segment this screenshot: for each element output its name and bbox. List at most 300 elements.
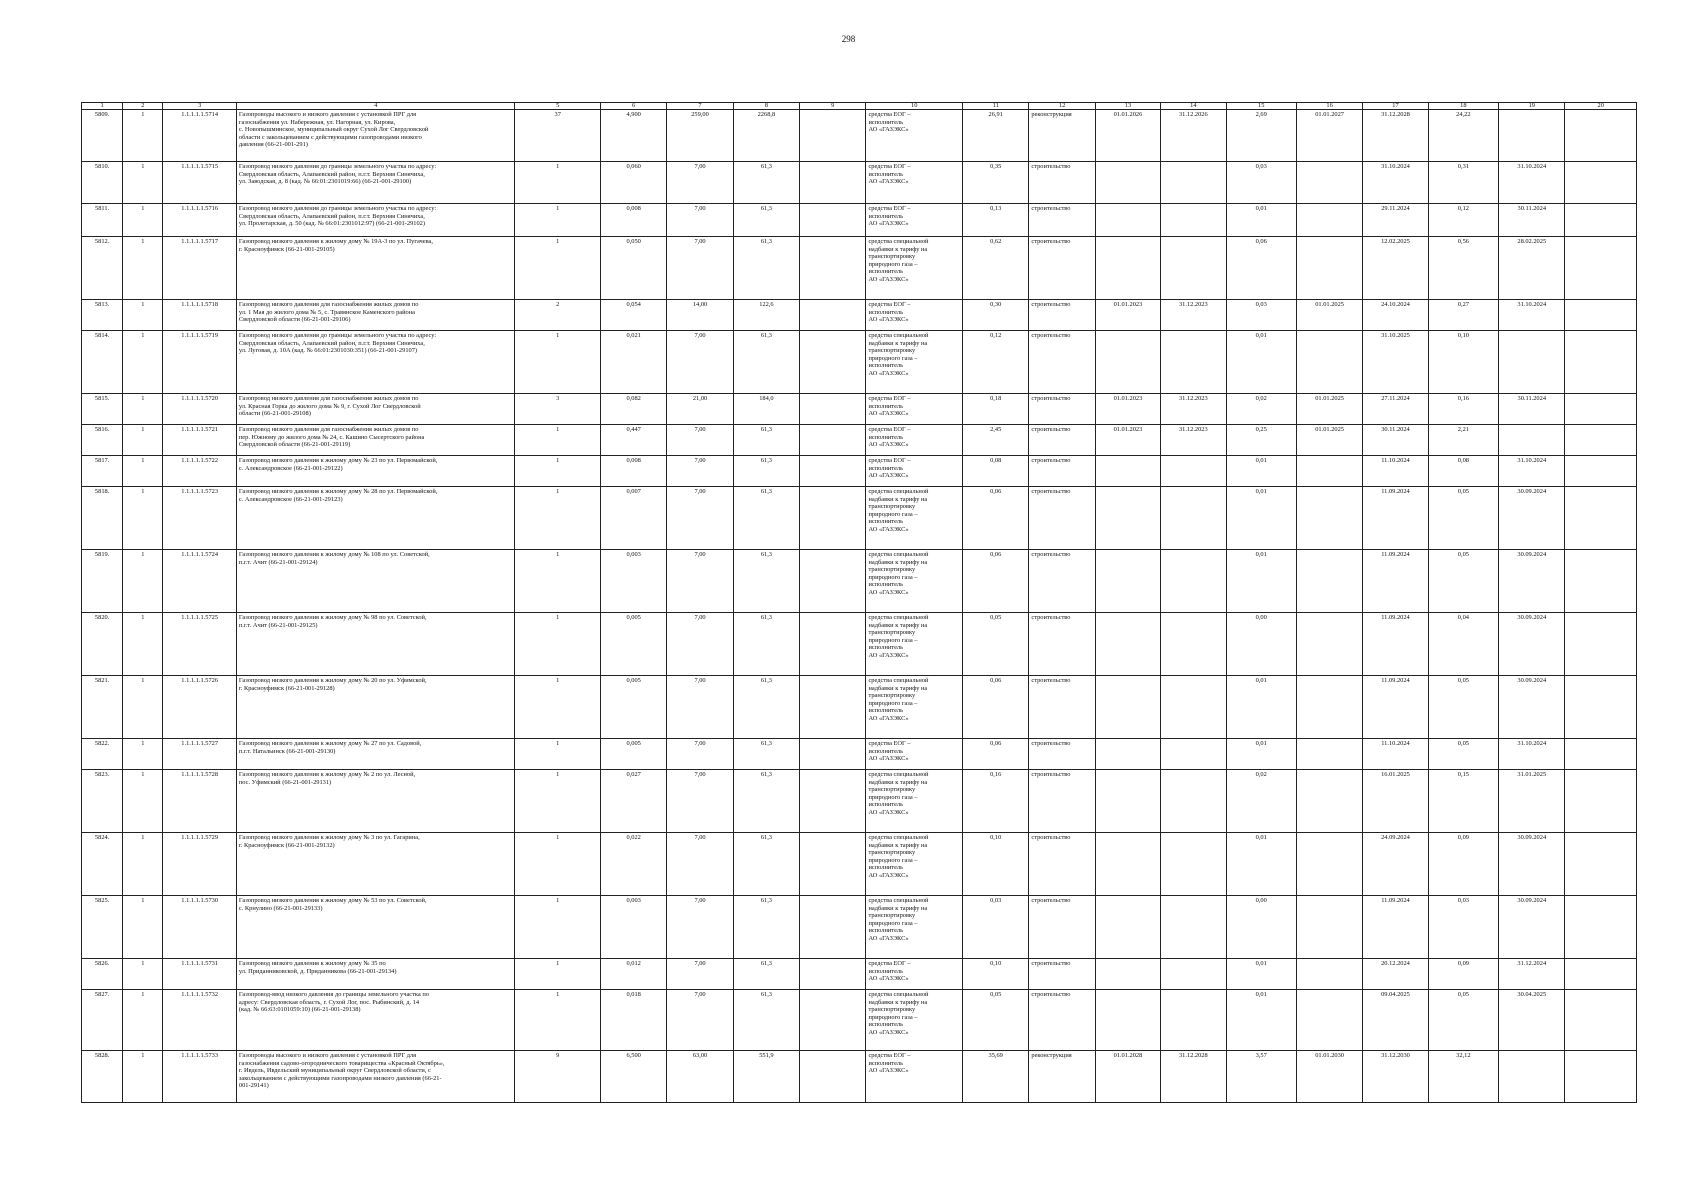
- table-cell: 11.10.2024: [1363, 739, 1428, 770]
- table-cell: 1: [123, 204, 163, 237]
- table-cell: [800, 676, 866, 739]
- table-row: [82, 739, 1637, 770]
- table-cell: 0,06: [963, 487, 1029, 550]
- table-cell: Газопроводы высокого и низкого давления с установкой ПРГ для газоснабжения садово-огороднического товарищества «Красный Октябрь», г. Ивдель, Ивдельский муниципальный округ Свердловской области, с закольцеванием с действующими газопроводами низкого давления (66-21- 001-29141): [236, 1051, 515, 1103]
- table-cell: 14,00: [667, 300, 733, 331]
- table-cell: 24.10.2024: [1363, 300, 1428, 331]
- table-cell: [1565, 237, 1637, 300]
- investment-program-table: [81, 102, 1637, 1103]
- table-cell: [1296, 990, 1362, 1051]
- table-cell: 26,91: [963, 110, 1029, 162]
- table-cell: [1296, 162, 1362, 204]
- table-cell: [1565, 833, 1637, 896]
- table-cell: 0,05: [963, 990, 1029, 1051]
- table-cell: 0,06: [963, 550, 1029, 613]
- column-number-cell: 17: [1363, 103, 1428, 110]
- table-cell: 01.01.2025: [1296, 394, 1362, 425]
- column-number-cell: 6: [600, 103, 666, 110]
- table-cell: [800, 110, 866, 162]
- table-cell: [1565, 739, 1637, 770]
- table-cell: [1095, 739, 1160, 770]
- table-cell: Газопровод низкого давления к жилому дому № 35 по ул. Приданниковской, д. Приданникова (66-21-001-29134): [236, 959, 515, 990]
- table-cell: 0,05: [1428, 550, 1498, 613]
- table-cell: 1: [515, 456, 600, 487]
- table-cell: 0,56: [1428, 237, 1498, 300]
- table-cell: 0,008: [600, 456, 666, 487]
- column-number-cell: 1: [82, 103, 123, 110]
- table-cell: 0,05: [1428, 487, 1498, 550]
- table-cell: средства ЕОГ – исполнитель АО «ГАЗЭКС»: [866, 300, 963, 331]
- table-row: [82, 550, 1637, 613]
- table-cell: 63,00: [667, 1051, 733, 1103]
- table-cell: 0,003: [600, 896, 666, 959]
- table-cell: строительство: [1029, 300, 1095, 331]
- table-cell: 21,00: [667, 394, 733, 425]
- table-cell: 31.10.2024: [1499, 300, 1565, 331]
- table-cell: 1.1.1.1.1.5726: [163, 676, 236, 739]
- table-cell: 0,06: [1226, 237, 1296, 300]
- table-cell: реконструкция: [1029, 110, 1095, 162]
- table-cell: 1: [123, 110, 163, 162]
- table-cell: 1: [515, 896, 600, 959]
- table-cell: 01.01.2025: [1296, 425, 1362, 456]
- table-cell: 1.1.1.1.1.5729: [163, 833, 236, 896]
- table-cell: [1095, 770, 1160, 833]
- table-cell: [1095, 204, 1160, 237]
- table-cell: [1565, 1051, 1637, 1103]
- table-cell: 7,00: [667, 204, 733, 237]
- table-cell: [1565, 896, 1637, 959]
- table-cell: 1.1.1.1.1.5727: [163, 739, 236, 770]
- column-number-cell: 15: [1226, 103, 1296, 110]
- table-cell: [1296, 613, 1362, 676]
- table-cell: средства специальной надбавки к тарифу на транспортировку природного газа – исполнитель АО «ГАЗЭКС»: [866, 613, 963, 676]
- column-number-cell: 16: [1296, 103, 1362, 110]
- table-cell: 0,03: [1428, 896, 1498, 959]
- table-cell: 2,21: [1428, 425, 1498, 456]
- table-cell: 0,62: [963, 237, 1029, 300]
- table-cell: 7,00: [667, 676, 733, 739]
- table-cell: 0,003: [600, 550, 666, 613]
- table-cell: строительство: [1029, 425, 1095, 456]
- table-cell: 0,082: [600, 394, 666, 425]
- table-cell: 0,021: [600, 331, 666, 394]
- table-cell: [1565, 204, 1637, 237]
- table-cell: [800, 896, 866, 959]
- table-cell: 61,3: [733, 204, 799, 237]
- table-cell: 37: [515, 110, 600, 162]
- table-cell: 0,10: [963, 833, 1029, 896]
- table-cell: [1095, 959, 1160, 990]
- table-cell: 0,09: [1428, 959, 1498, 990]
- table-cell: [1565, 676, 1637, 739]
- table-row: [82, 896, 1637, 959]
- table-cell: 1.1.1.1.1.5722: [163, 456, 236, 487]
- table-cell: [1296, 237, 1362, 300]
- table-cell: 5827.: [82, 990, 123, 1051]
- table-cell: 30.11.2024: [1499, 204, 1565, 237]
- table-cell: средства специальной надбавки к тарифу на транспортировку природного газа – исполнитель АО «ГАЗЭКС»: [866, 896, 963, 959]
- table-cell: 30.09.2024: [1499, 613, 1565, 676]
- table-cell: [1296, 331, 1362, 394]
- table-cell: 61,3: [733, 739, 799, 770]
- page-number: 298: [841, 34, 856, 44]
- table-cell: 31.12.2024: [1499, 959, 1565, 990]
- table-cell: 5810.: [82, 162, 123, 204]
- table-cell: 1: [123, 331, 163, 394]
- table-row: [82, 676, 1637, 739]
- table-cell: [1161, 676, 1226, 739]
- table-cell: 0,08: [1428, 456, 1498, 487]
- table-cell: 7,00: [667, 237, 733, 300]
- table-cell: 1: [515, 613, 600, 676]
- table-cell: строительство: [1029, 770, 1095, 833]
- table-cell: [1161, 550, 1226, 613]
- table-cell: 1.1.1.1.1.5733: [163, 1051, 236, 1103]
- table-cell: 0,008: [600, 204, 666, 237]
- table-cell: 1.1.1.1.1.5720: [163, 394, 236, 425]
- table-row: [82, 770, 1637, 833]
- table-cell: 5809.: [82, 110, 123, 162]
- table-cell: 1: [515, 550, 600, 613]
- table-cell: 24,22: [1428, 110, 1498, 162]
- table-cell: 1.1.1.1.1.5716: [163, 204, 236, 237]
- table-cell: 4,900: [600, 110, 666, 162]
- table-cell: 7,00: [667, 456, 733, 487]
- table-cell: [800, 300, 866, 331]
- table-cell: 1: [515, 487, 600, 550]
- table-cell: 0,012: [600, 959, 666, 990]
- table-cell: Газопровод низкого давления к жилому дому № 98 по ул. Советской, п.г.т. Ачит (66-21-001-29125): [236, 613, 515, 676]
- table-cell: строительство: [1029, 833, 1095, 896]
- table-cell: 1: [123, 1051, 163, 1103]
- table-cell: 1: [515, 990, 600, 1051]
- table-cell: 12.02.2025: [1363, 237, 1428, 300]
- table-cell: [800, 456, 866, 487]
- table-cell: 0,01: [1226, 456, 1296, 487]
- table-cell: средства специальной надбавки к тарифу на транспортировку природного газа – исполнитель АО «ГАЗЭКС»: [866, 331, 963, 394]
- table-cell: [1565, 331, 1637, 394]
- table-cell: 1: [123, 394, 163, 425]
- table-cell: 0,05: [963, 613, 1029, 676]
- table-cell: 31.10.2024: [1363, 162, 1428, 204]
- table-cell: Газопровод низкого давления до границы земельного участка по адресу: Свердловская область, Алапаевский район, п.г.т. Верхняя Синячиха, ул. Заводская, д. 8 (кад. № 66:01:2301019:66) (66-21-001-29100): [236, 162, 515, 204]
- table-cell: 61,3: [733, 990, 799, 1051]
- table-cell: 0,02: [1226, 394, 1296, 425]
- table-cell: 1.1.1.1.1.5725: [163, 613, 236, 676]
- table-cell: 0,05: [1428, 739, 1498, 770]
- table-cell: [1565, 959, 1637, 990]
- table-cell: [1095, 833, 1160, 896]
- table-cell: 0,01: [1226, 959, 1296, 990]
- table-cell: 1: [515, 162, 600, 204]
- table-cell: 7,00: [667, 959, 733, 990]
- table-cell: строительство: [1029, 613, 1095, 676]
- table-cell: 0,05: [1428, 990, 1498, 1051]
- table-cell: Газопровод низкого давления к жилому дому № 53 по ул. Советской, с. Крнулино (66-21-001-29133): [236, 896, 515, 959]
- table-cell: 01.01.2023: [1095, 300, 1160, 331]
- table-cell: [1161, 487, 1226, 550]
- table-cell: 5825.: [82, 896, 123, 959]
- table-cell: 0,01: [1226, 487, 1296, 550]
- table-cell: [1296, 456, 1362, 487]
- table-cell: Газопровод низкого давления к жилому дому № 27 по ул. Садовой, п.г.т. Натальинск (66-21-001-29130): [236, 739, 515, 770]
- table-cell: [1296, 959, 1362, 990]
- table-cell: 0,31: [1428, 162, 1498, 204]
- table-cell: 31.12.2023: [1161, 300, 1226, 331]
- table-cell: [1095, 613, 1160, 676]
- column-number-cell: 19: [1499, 103, 1565, 110]
- table-cell: [800, 959, 866, 990]
- table-row: [82, 1051, 1637, 1103]
- table-cell: 1.1.1.1.1.5719: [163, 331, 236, 394]
- table-cell: 1: [123, 300, 163, 331]
- table-cell: 31.12.2026: [1161, 110, 1226, 162]
- table-cell: 0,25: [1226, 425, 1296, 456]
- table-cell: 31.10.2025: [1363, 331, 1428, 394]
- table-row: [82, 456, 1637, 487]
- table-cell: 2,45: [963, 425, 1029, 456]
- table-cell: строительство: [1029, 204, 1095, 237]
- table-cell: 1.1.1.1.1.5721: [163, 425, 236, 456]
- table-cell: средства ЕОГ – исполнитель АО «ГАЗЭКС»: [866, 739, 963, 770]
- table-cell: 1: [123, 739, 163, 770]
- table-cell: 27.11.2024: [1363, 394, 1428, 425]
- table-cell: [1095, 237, 1160, 300]
- table-cell: [1161, 204, 1226, 237]
- table-cell: 0,022: [600, 833, 666, 896]
- table-cell: 30.09.2024: [1499, 676, 1565, 739]
- column-number-cell: 18: [1428, 103, 1498, 110]
- table-cell: средства ЕОГ – исполнитель АО «ГАЗЭКС»: [866, 162, 963, 204]
- table-cell: 5813.: [82, 300, 123, 331]
- table-cell: 5828.: [82, 1051, 123, 1103]
- table-cell: 5815.: [82, 394, 123, 425]
- table-cell: 0,01: [1226, 331, 1296, 394]
- table-cell: 0,027: [600, 770, 666, 833]
- column-number-cell: 13: [1095, 103, 1160, 110]
- table-cell: 01.01.2023: [1095, 425, 1160, 456]
- table-cell: [800, 1051, 866, 1103]
- table-cell: 5812.: [82, 237, 123, 300]
- table-cell: 5811.: [82, 204, 123, 237]
- table-cell: [1095, 456, 1160, 487]
- table-cell: [1296, 550, 1362, 613]
- table-cell: 0,13: [963, 204, 1029, 237]
- table-cell: 61,3: [733, 613, 799, 676]
- table-cell: [800, 550, 866, 613]
- table-cell: 1: [123, 550, 163, 613]
- table-cell: 0,18: [963, 394, 1029, 425]
- table-cell: 1: [123, 833, 163, 896]
- table-cell: [1296, 487, 1362, 550]
- table-cell: [800, 331, 866, 394]
- table-cell: 0,01: [1226, 990, 1296, 1051]
- table-cell: 0,09: [1428, 833, 1498, 896]
- table-cell: 1: [515, 237, 600, 300]
- table-cell: [1161, 331, 1226, 394]
- table-cell: Газопровод низкого давления до границы земельного участка по адресу: Свердловская область, Алапаевский район, п.г.т. Верхняя Синячиха, ул. Луговая, д. 10А (кад. № 66:01:2301030:351) (66-21-001-29107): [236, 331, 515, 394]
- table-row: [82, 110, 1637, 162]
- table-cell: [1565, 990, 1637, 1051]
- table-cell: 01.01.2028: [1095, 1051, 1160, 1103]
- table-cell: 3,57: [1226, 1051, 1296, 1103]
- column-number-cell: 3: [163, 103, 236, 110]
- table-cell: средства ЕОГ – исполнитель АО «ГАЗЭКС»: [866, 959, 963, 990]
- table-cell: Газопровод низкого давления к жилому дому № 23 по ул. Первомайской, с. Александровское (66-21-001-29122): [236, 456, 515, 487]
- table-cell: [1296, 204, 1362, 237]
- table-cell: 2268,8: [733, 110, 799, 162]
- table-cell: 0,01: [1226, 676, 1296, 739]
- table-row: [82, 300, 1637, 331]
- table-cell: строительство: [1029, 394, 1095, 425]
- table-cell: 01.01.2025: [1296, 300, 1362, 331]
- table-cell: 61,3: [733, 959, 799, 990]
- table-cell: 1: [515, 676, 600, 739]
- table-cell: [1565, 394, 1637, 425]
- table-cell: [800, 394, 866, 425]
- table-row: [82, 990, 1637, 1051]
- table-cell: 01.01.2026: [1095, 110, 1160, 162]
- table-cell: 7,00: [667, 770, 733, 833]
- column-number-cell: 10: [866, 103, 963, 110]
- table-cell: 0,018: [600, 990, 666, 1051]
- table-cell: 0,02: [1226, 770, 1296, 833]
- table-cell: 0,03: [1226, 300, 1296, 331]
- table-cell: 1: [123, 162, 163, 204]
- table-cell: 61,3: [733, 487, 799, 550]
- table-cell: Газопровод низкого давления для газоснабжения жилых домов по пер. Южному до жилого дома № 24, с. Кашино Сысертского района Свердловской области (66-21-001-29119): [236, 425, 515, 456]
- table-cell: 122,6: [733, 300, 799, 331]
- table-row: [82, 394, 1637, 425]
- table-cell: 1: [515, 331, 600, 394]
- table-cell: Газопровод низкого давления к жилому дому № 3 по ул. Гагарина, г. Красноуфимск (66-21-001-29132): [236, 833, 515, 896]
- table-cell: 0,060: [600, 162, 666, 204]
- table-cell: 30.09.2024: [1499, 896, 1565, 959]
- table-cell: Газопроводы высокого и низкого давления с установкой ПРГ для газоснабжения ул. Набережная, ул. Нагорная, ул. Кирова, с. Новопышминское, муниципальный округ Сухой Лог Свердловской области с закольцеванием с действующими газопроводами низкого давления (66-21-001-291): [236, 110, 515, 162]
- table-cell: строительство: [1029, 896, 1095, 959]
- table-cell: [1565, 456, 1637, 487]
- table-cell: 5817.: [82, 456, 123, 487]
- table-cell: [1565, 770, 1637, 833]
- table-cell: [1565, 162, 1637, 204]
- table-row: [82, 487, 1637, 550]
- table-cell: 0,10: [1428, 331, 1498, 394]
- table-cell: 61,3: [733, 237, 799, 300]
- table-cell: 1: [123, 456, 163, 487]
- table-cell: Газопровод низкого давления для газоснабжения жилых домов по ул. Красная Горка до жилого дома № 9, г. Сухой Лог Свердловской области (66-21-001-29108): [236, 394, 515, 425]
- table-cell: 7,00: [667, 990, 733, 1051]
- table-cell: [1161, 959, 1226, 990]
- table-cell: 1: [515, 204, 600, 237]
- table-cell: 31.12.2030: [1363, 1051, 1428, 1103]
- table-row: [82, 237, 1637, 300]
- table-cell: 1: [515, 833, 600, 896]
- table-cell: 184,0: [733, 394, 799, 425]
- table-row: [82, 613, 1637, 676]
- table-cell: строительство: [1029, 990, 1095, 1051]
- table-row: [82, 425, 1637, 456]
- table-cell: 0,01: [1226, 550, 1296, 613]
- table-cell: [800, 833, 866, 896]
- table-cell: [1095, 676, 1160, 739]
- table-cell: [800, 162, 866, 204]
- table-cell: [1161, 456, 1226, 487]
- table-cell: 31.12.2023: [1161, 425, 1226, 456]
- table-cell: [1565, 613, 1637, 676]
- table-cell: 0,00: [1226, 613, 1296, 676]
- table-cell: 5824.: [82, 833, 123, 896]
- table-cell: 0,03: [963, 896, 1029, 959]
- table-cell: 0,27: [1428, 300, 1498, 331]
- table-cell: [1095, 162, 1160, 204]
- table-cell: [1161, 990, 1226, 1051]
- table-cell: 2,69: [1226, 110, 1296, 162]
- table-cell: 1: [123, 425, 163, 456]
- table-cell: 24.09.2024: [1363, 833, 1428, 896]
- table-cell: Газопровод низкого давления к жилому дому № 20 по ул. Уфимской, г. Красноуфимск (66-21-001-29128): [236, 676, 515, 739]
- table-cell: [1161, 739, 1226, 770]
- table-cell: [1095, 550, 1160, 613]
- table-cell: 11.09.2024: [1363, 550, 1428, 613]
- column-number-cell: 7: [667, 103, 733, 110]
- table-cell: 20.12.2024: [1363, 959, 1428, 990]
- table-cell: [1565, 550, 1637, 613]
- table-cell: Газопровод низкого давления к жилому дому № 28 по ул. Первомайской, с. Александровское (66-21-001-29123): [236, 487, 515, 550]
- table-cell: строительство: [1029, 959, 1095, 990]
- table-cell: [1095, 896, 1160, 959]
- table-cell: строительство: [1029, 331, 1095, 394]
- column-number-cell: 5: [515, 103, 600, 110]
- table-cell: 1.1.1.1.1.5717: [163, 237, 236, 300]
- table-cell: 1: [123, 613, 163, 676]
- table-cell: 7,00: [667, 739, 733, 770]
- table-cell: [1565, 487, 1637, 550]
- table-cell: средства ЕОГ – исполнитель АО «ГАЗЭКС»: [866, 110, 963, 162]
- table-cell: 35,69: [963, 1051, 1029, 1103]
- table-cell: [1161, 833, 1226, 896]
- table-cell: 1: [123, 770, 163, 833]
- table-cell: 30.11.2024: [1363, 425, 1428, 456]
- table-cell: 7,00: [667, 487, 733, 550]
- table-cell: Газопровод низкого давления к жилому дому № 108 по ул. Советской, п.г.т. Ачит (66-21-001-29124): [236, 550, 515, 613]
- table-cell: 30.04.2025: [1499, 990, 1565, 1051]
- table-cell: 0,447: [600, 425, 666, 456]
- table-cell: [800, 487, 866, 550]
- table-cell: средства ЕОГ – исполнитель АО «ГАЗЭКС»: [866, 1051, 963, 1103]
- table-cell: 11.09.2024: [1363, 896, 1428, 959]
- table-cell: 31.10.2024: [1499, 739, 1565, 770]
- column-number-cell: 2: [123, 103, 163, 110]
- table-cell: средства ЕОГ – исполнитель АО «ГАЗЭКС»: [866, 394, 963, 425]
- column-number-cell: 11: [963, 103, 1029, 110]
- table-cell: 7,00: [667, 331, 733, 394]
- table-cell: 29.11.2024: [1363, 204, 1428, 237]
- table-cell: [800, 237, 866, 300]
- table-cell: [1161, 237, 1226, 300]
- table-cell: [1296, 770, 1362, 833]
- table-cell: 551,9: [733, 1051, 799, 1103]
- table-row: [82, 331, 1637, 394]
- table-cell: 1: [515, 739, 600, 770]
- table-cell: 0,05: [1428, 676, 1498, 739]
- table-cell: средства специальной надбавки к тарифу на транспортировку природного газа – исполнитель АО «ГАЗЭКС»: [866, 833, 963, 896]
- table-cell: [1499, 331, 1565, 394]
- table-cell: средства ЕОГ – исполнитель АО «ГАЗЭКС»: [866, 204, 963, 237]
- table-cell: 2: [515, 300, 600, 331]
- table-cell: 0,30: [963, 300, 1029, 331]
- table-cell: 1.1.1.1.1.5728: [163, 770, 236, 833]
